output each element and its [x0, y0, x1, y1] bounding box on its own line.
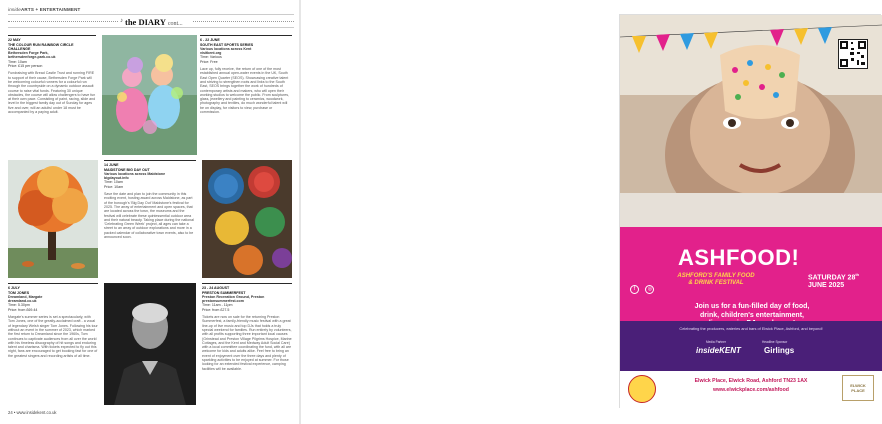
festival-date — [808, 271, 872, 290]
diary-cont: cont... — [167, 21, 183, 27]
event-body: Lace up, fully receive, the return of one of the most established annual open-water events in the UK, South East Open Quarter (SEOS). Showcasing creative talent and striving to strengthen roots and links to the South East, SEOS brings together the work of hundreds of contemporary artists and makers, who will open their working studios to welcome the public. From sculptures, glass, jewellery and painting to ceramics, woodwork, photography and textiles, do much wonderful talent will be on display, for visitors to view, purchase or commission. — [200, 67, 290, 115]
brand-line-2: PLACE — [851, 388, 865, 393]
event-rule — [202, 283, 292, 284]
event-title: THE COLOUR RUN RAINBOW CIRCLE CHALLENGE — [8, 42, 74, 51]
event-web: dreamland.co.uk — [8, 299, 37, 304]
event-time: Time: 10am — [104, 180, 123, 185]
ashfood-advert — [619, 14, 881, 408]
subtitle-line-2: & DRINK FESTIVAL — [688, 280, 744, 286]
event-preston — [202, 283, 292, 405]
colour-run-image — [102, 35, 197, 155]
social-icons — [630, 277, 654, 295]
dotted-rule-left — [8, 21, 118, 22]
footer-site: www.insidekent.co.uk — [16, 410, 57, 415]
tom-jones-portrait — [104, 283, 196, 405]
ashfood-badge-icon — [628, 375, 656, 403]
event-title: MAIDSTONE BIG DAY OUT — [104, 167, 150, 172]
diary-header — [8, 14, 294, 28]
event-rule — [200, 35, 292, 36]
media-partner-label: Media Partner — [706, 340, 727, 344]
event-web: bigdayout.info — [104, 176, 129, 181]
date-day: SATURDAY 28 — [808, 274, 856, 282]
event-date: 6 JULY — [8, 286, 20, 291]
event-web: bethersdenforge-park.co.uk — [8, 55, 56, 60]
event-rule — [104, 160, 196, 161]
date-line-2: JUNE 2025 — [808, 282, 845, 290]
event-date: 22 MAY — [8, 38, 21, 43]
diary-title-text: the DIARY — [125, 17, 166, 27]
event-body: Tickets are now on sale for the returning Preston Summerfest, a family-friendly music festival with a great line-up of live music and top DJs that holds a truly special weekend for families. Run entirely by volunteers, with all profits supporting three important local causes (Grinstead and Preston Village Pilgrims Hospice, Marine Cottages, and the Kent and Medway Adult Social Care) with a local committee coordinating the fund, with all are welcome for kids and adults alike. Feel free to bring an event of enjoyment over the three days and plenty of sparkling activities to be enjoyed at summer. For those looking for an extended festival experience, camping facilities will be available. — [202, 315, 292, 371]
event-title: PRESTON SUMMERFEST — [202, 290, 246, 295]
headline-sponsor-logo: Girlings — [764, 346, 795, 355]
facebook-icon[interactable]: f — [630, 285, 639, 294]
event-web: prestonsummerfest.com — [202, 299, 244, 304]
brand-line-1: ELWICK — [850, 383, 866, 388]
festival-subtitle — [660, 273, 772, 287]
event-venue: Various locations across Kent — [200, 46, 252, 51]
event-time: Time: 5.30pm — [8, 303, 30, 308]
event-body: Margate's summer series is set a spectacularly, with Tom Jones, one of the greatly-acclaimed craft - a vocal of legendary Welsh singer Tom Jones. Following his tour without an event in the summer of 2023, which marked the first return to Dreamland since the 1960s, Tom continues to captivate audiences from all over the world with his timeless discography of hit songs and enduring talent and charisma. With tickets expected to fly out this night, fans are encouraged to get booking fast for one of the greatest singers and recording artists of all time. — [8, 315, 98, 358]
ashfood-logo: ASHFOOD! — [678, 245, 800, 270]
join-line-1: Join us for a fun-filled day of food, — [694, 303, 810, 310]
subtitle-line-1: ASHFORD'S FAMILY FOOD — [677, 273, 755, 279]
venue-address: Elwick Place, Elwick Road, Ashford TN23 1AX — [694, 378, 808, 384]
event-colour-run — [8, 35, 96, 155]
celebrating-text: Celebrating the producers, eateries and bars of Elwick Place, Ashford, and beyond! — [679, 326, 823, 331]
date-suffix: th — [855, 272, 860, 277]
event-price: Price: 10am — [104, 184, 124, 189]
section-label — [8, 7, 81, 12]
media-partner-logo: insideKENT — [696, 346, 741, 355]
photo-autumn-tree — [8, 160, 98, 278]
event-date: 6 - 22 JUNE — [200, 38, 220, 43]
advert-hero — [620, 15, 882, 227]
event-body: Save the date and plan to join the community in this exciting event, hosting award across Maidstone, as part of the borough's 'Big Day Out' Maidstone's festival for 2025. The array of entertainment and open spaces, that are located across the town, the museums and the festival will celebrate these quintessential outdoor area and their natural beauty. Taking place during the national 'Celebrating Green Week' project, all ages can take a street to an array of outdoor explorations and more in a packed calendar of collaborative town events, also to be announced soon. — [104, 192, 194, 240]
section-name: ARTS + ENTERTAINMENT — [20, 7, 81, 12]
instagram-icon[interactable]: ◎ — [645, 285, 654, 294]
advert-website[interactable]: www.elwickplace.com/ashfood — [713, 387, 789, 393]
left-page — [0, 0, 299, 424]
event-title: TOM JONES — [8, 290, 30, 295]
page-footer: 24 • www.insidekent.co.uk — [8, 410, 57, 415]
date-line-1 — [808, 271, 872, 282]
event-time: Time: 11am - 11pm — [202, 303, 233, 308]
event-date: 14 JUNE — [104, 163, 119, 168]
event-venue: Dreamland, Margate — [8, 294, 43, 299]
dotted-rule-right — [193, 21, 294, 22]
photo-paint-pots — [202, 160, 292, 278]
event-price: Price: from £69.44 — [8, 307, 38, 312]
event-price: Price: from £27.5 — [202, 307, 230, 312]
event-rule — [8, 35, 96, 36]
diary-title — [125, 17, 183, 27]
qr-code[interactable] — [838, 39, 868, 69]
event-venue: Preston Recreation Ground, Preston — [202, 294, 265, 299]
qr-code-pattern — [839, 40, 867, 68]
event-venue: Various locations across Maidstone — [104, 171, 166, 176]
event-venue: Bethersden Forge Park, — [8, 51, 49, 56]
photo-colour-run — [102, 35, 197, 155]
headline-sponsor-label: Headline Sponsor — [762, 340, 788, 344]
event-price: Price: £15 per person — [8, 64, 43, 69]
join-line-2: drink, children's entertainment, — [700, 311, 804, 319]
photo-tom-jones — [104, 283, 196, 405]
music-note-icon: ♪ — [120, 18, 123, 24]
event-date: 23 - 24 AUGUST — [202, 286, 230, 291]
event-title: SOUTH EAST SPORTS SERIES — [200, 42, 254, 47]
event-web: visitkent.org — [200, 51, 222, 56]
page-number: 24 — [8, 410, 13, 415]
paint-pots-image — [202, 160, 292, 278]
right-page — [301, 0, 866, 424]
event-maidstone — [104, 160, 196, 278]
section-brand: inside — [8, 7, 21, 12]
event-price: Price: Free — [200, 59, 218, 64]
event-tom-jones — [8, 283, 98, 405]
event-rule — [8, 283, 98, 284]
event-time: Time: 10am — [8, 59, 27, 64]
event-south-east — [200, 35, 292, 155]
autumn-tree-image — [8, 160, 98, 278]
event-body: Fundraising with Bread Castle Trust and running FIRE to support of their cause, Bethersden Forge Park will be welcoming colourful runners for a colourful run through the countryside on a dynamic outdoor assault course to raise vital funds. Featuring 30 unique obstacles, the course will allow challengers to have fun at their own pace. Consisting of paint, racing, slide and level in the biggest family day out of Sunday for ages five and over, will an adults/ under 18 must be accompanied by a paying adult. — [8, 71, 96, 115]
event-time: Time: Various — [200, 55, 222, 60]
elwick-place-logo — [842, 375, 874, 401]
